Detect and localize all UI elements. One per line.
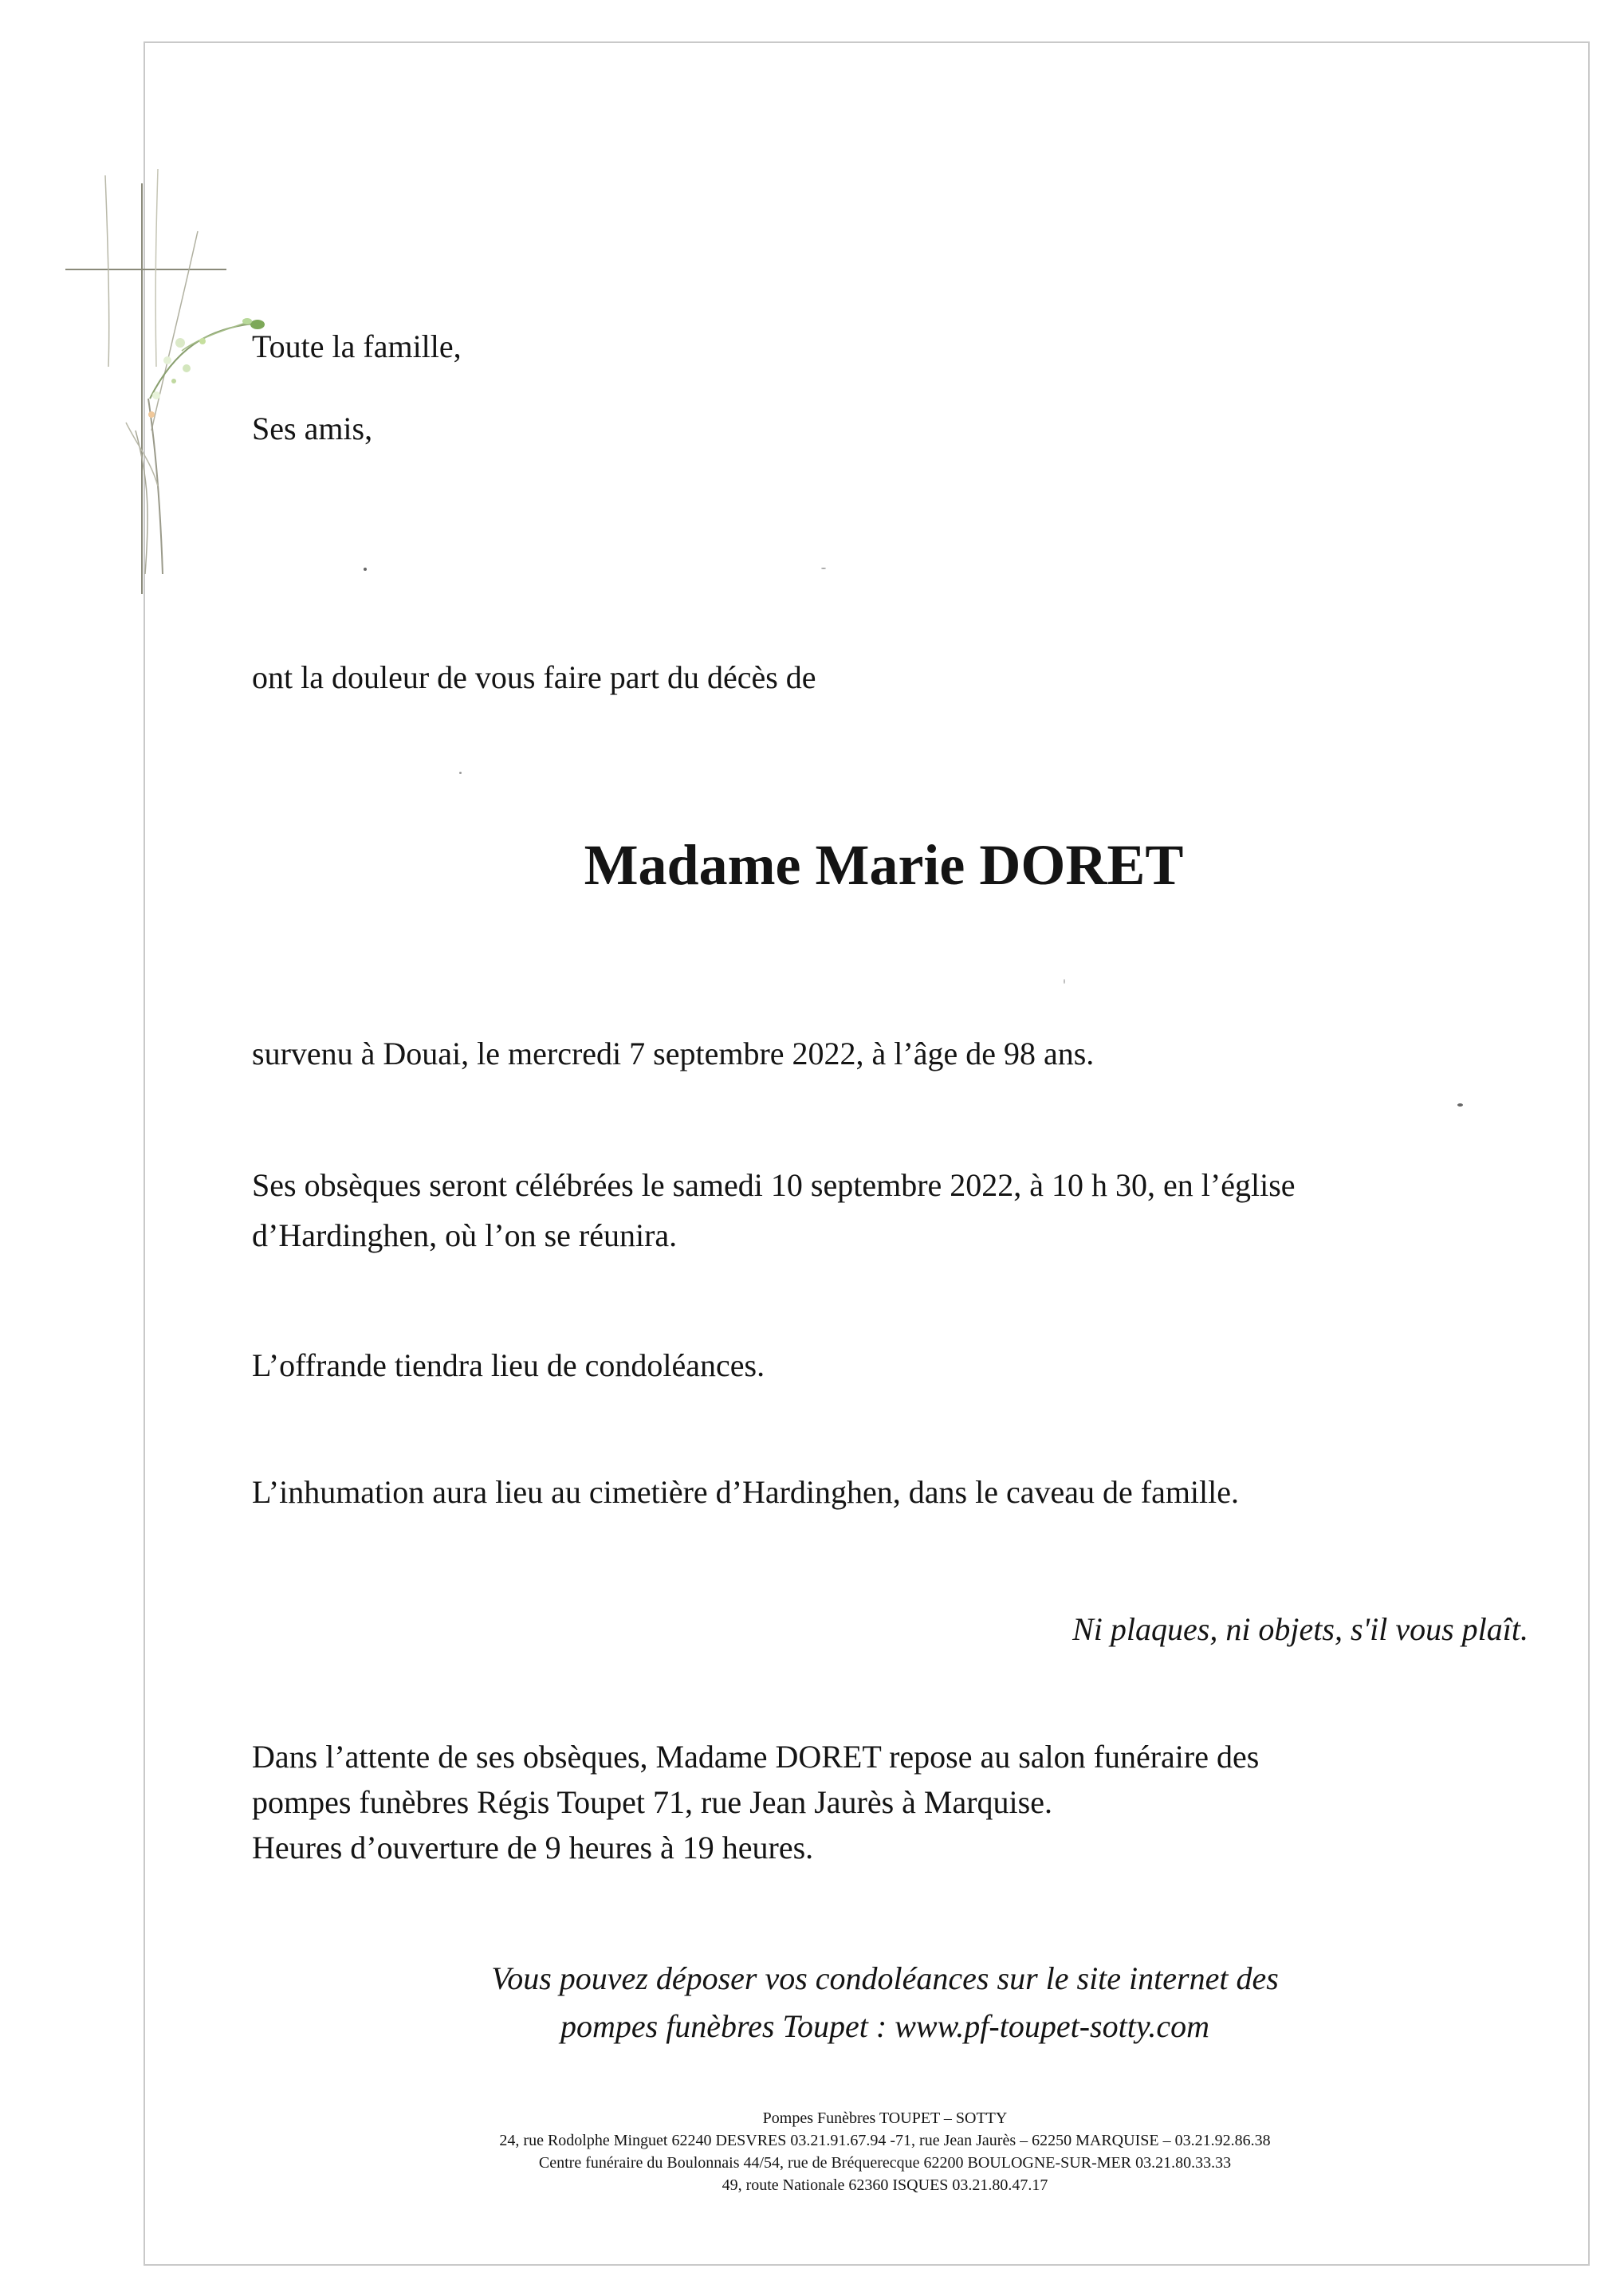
footer-address: 49, route Nationale 62360 ISQUES 03.21.80.47.17 (722, 2176, 1048, 2194)
resting-place-details (252, 1734, 1259, 1870)
funeral-line: d’Hardinghen, où l’on se réunira. (252, 1217, 678, 1253)
footer-address: 24, rue Rodolphe Minguet 62240 DESVRES 03.21.91.67.94 -71, rue Jean Jaurès – 62250 MARQUISE – 03.21.92.86.38 (499, 2132, 1271, 2149)
death-details: survenu à Douai, le mercredi 7 septembre 2022, à l’âge de 98 ans. (252, 1036, 1095, 1071)
resting-line: Heures d’ouverture de 9 heures à 19 heures. (252, 1830, 814, 1866)
scan-speck (364, 568, 367, 571)
condolences-line: pompes funèbres Toupet : www.pf-toupet-sotty.com (560, 2008, 1210, 2044)
scan-speck (459, 772, 462, 774)
friends-line: Ses amis, (252, 411, 373, 446)
resting-line: Dans l’attente de ses obsèques, Madame DORET repose au salon funéraire des (252, 1739, 1260, 1775)
page-border (144, 41, 1590, 2266)
condolences-line: Vous pouvez déposer vos condoléances sur le site internet des (491, 1960, 1279, 1996)
cross-with-lily-icon (62, 159, 269, 606)
offering-note: L’offrande tiendra lieu de condoléances. (252, 1347, 765, 1383)
funeral-line: Ses obsèques seront célébrées le samedi 10 septembre 2022, à 10 h 30, en l’église (252, 1167, 1296, 1203)
footer-company: Pompes Funèbres TOUPET – SOTTY (762, 2109, 1008, 2127)
footer-address: Centre funéraire du Boulonnais 44/54, rue de Bréquerecque 62200 BOULOGNE-SUR-MER 03.21.80.33.33 (538, 2154, 1232, 2172)
funeral-home-footer (144, 2107, 1624, 2196)
greeting-line: Toute la famille, (252, 328, 462, 364)
burial-details: L’inhumation aura lieu au cimetière d’Hardinghen, dans le caveau de famille. (252, 1474, 1240, 1510)
funeral-details (252, 1160, 1296, 1260)
scan-speck (821, 568, 826, 569)
deceased-name: Madame Marie DORET (584, 833, 1184, 897)
scan-speck (1457, 1103, 1463, 1107)
no-flowers-request: Ni plaques, ni objets, s'il vous plaît. (1072, 1611, 1528, 1647)
resting-line: pompes funèbres Régis Toupet 71, rue Jean Jaurès à Marquise. (252, 1784, 1052, 1820)
announcement-intro: ont la douleur de vous faire part du décès de (252, 659, 816, 695)
online-condolences-note (144, 1955, 1624, 2050)
scan-speck (1064, 979, 1065, 984)
